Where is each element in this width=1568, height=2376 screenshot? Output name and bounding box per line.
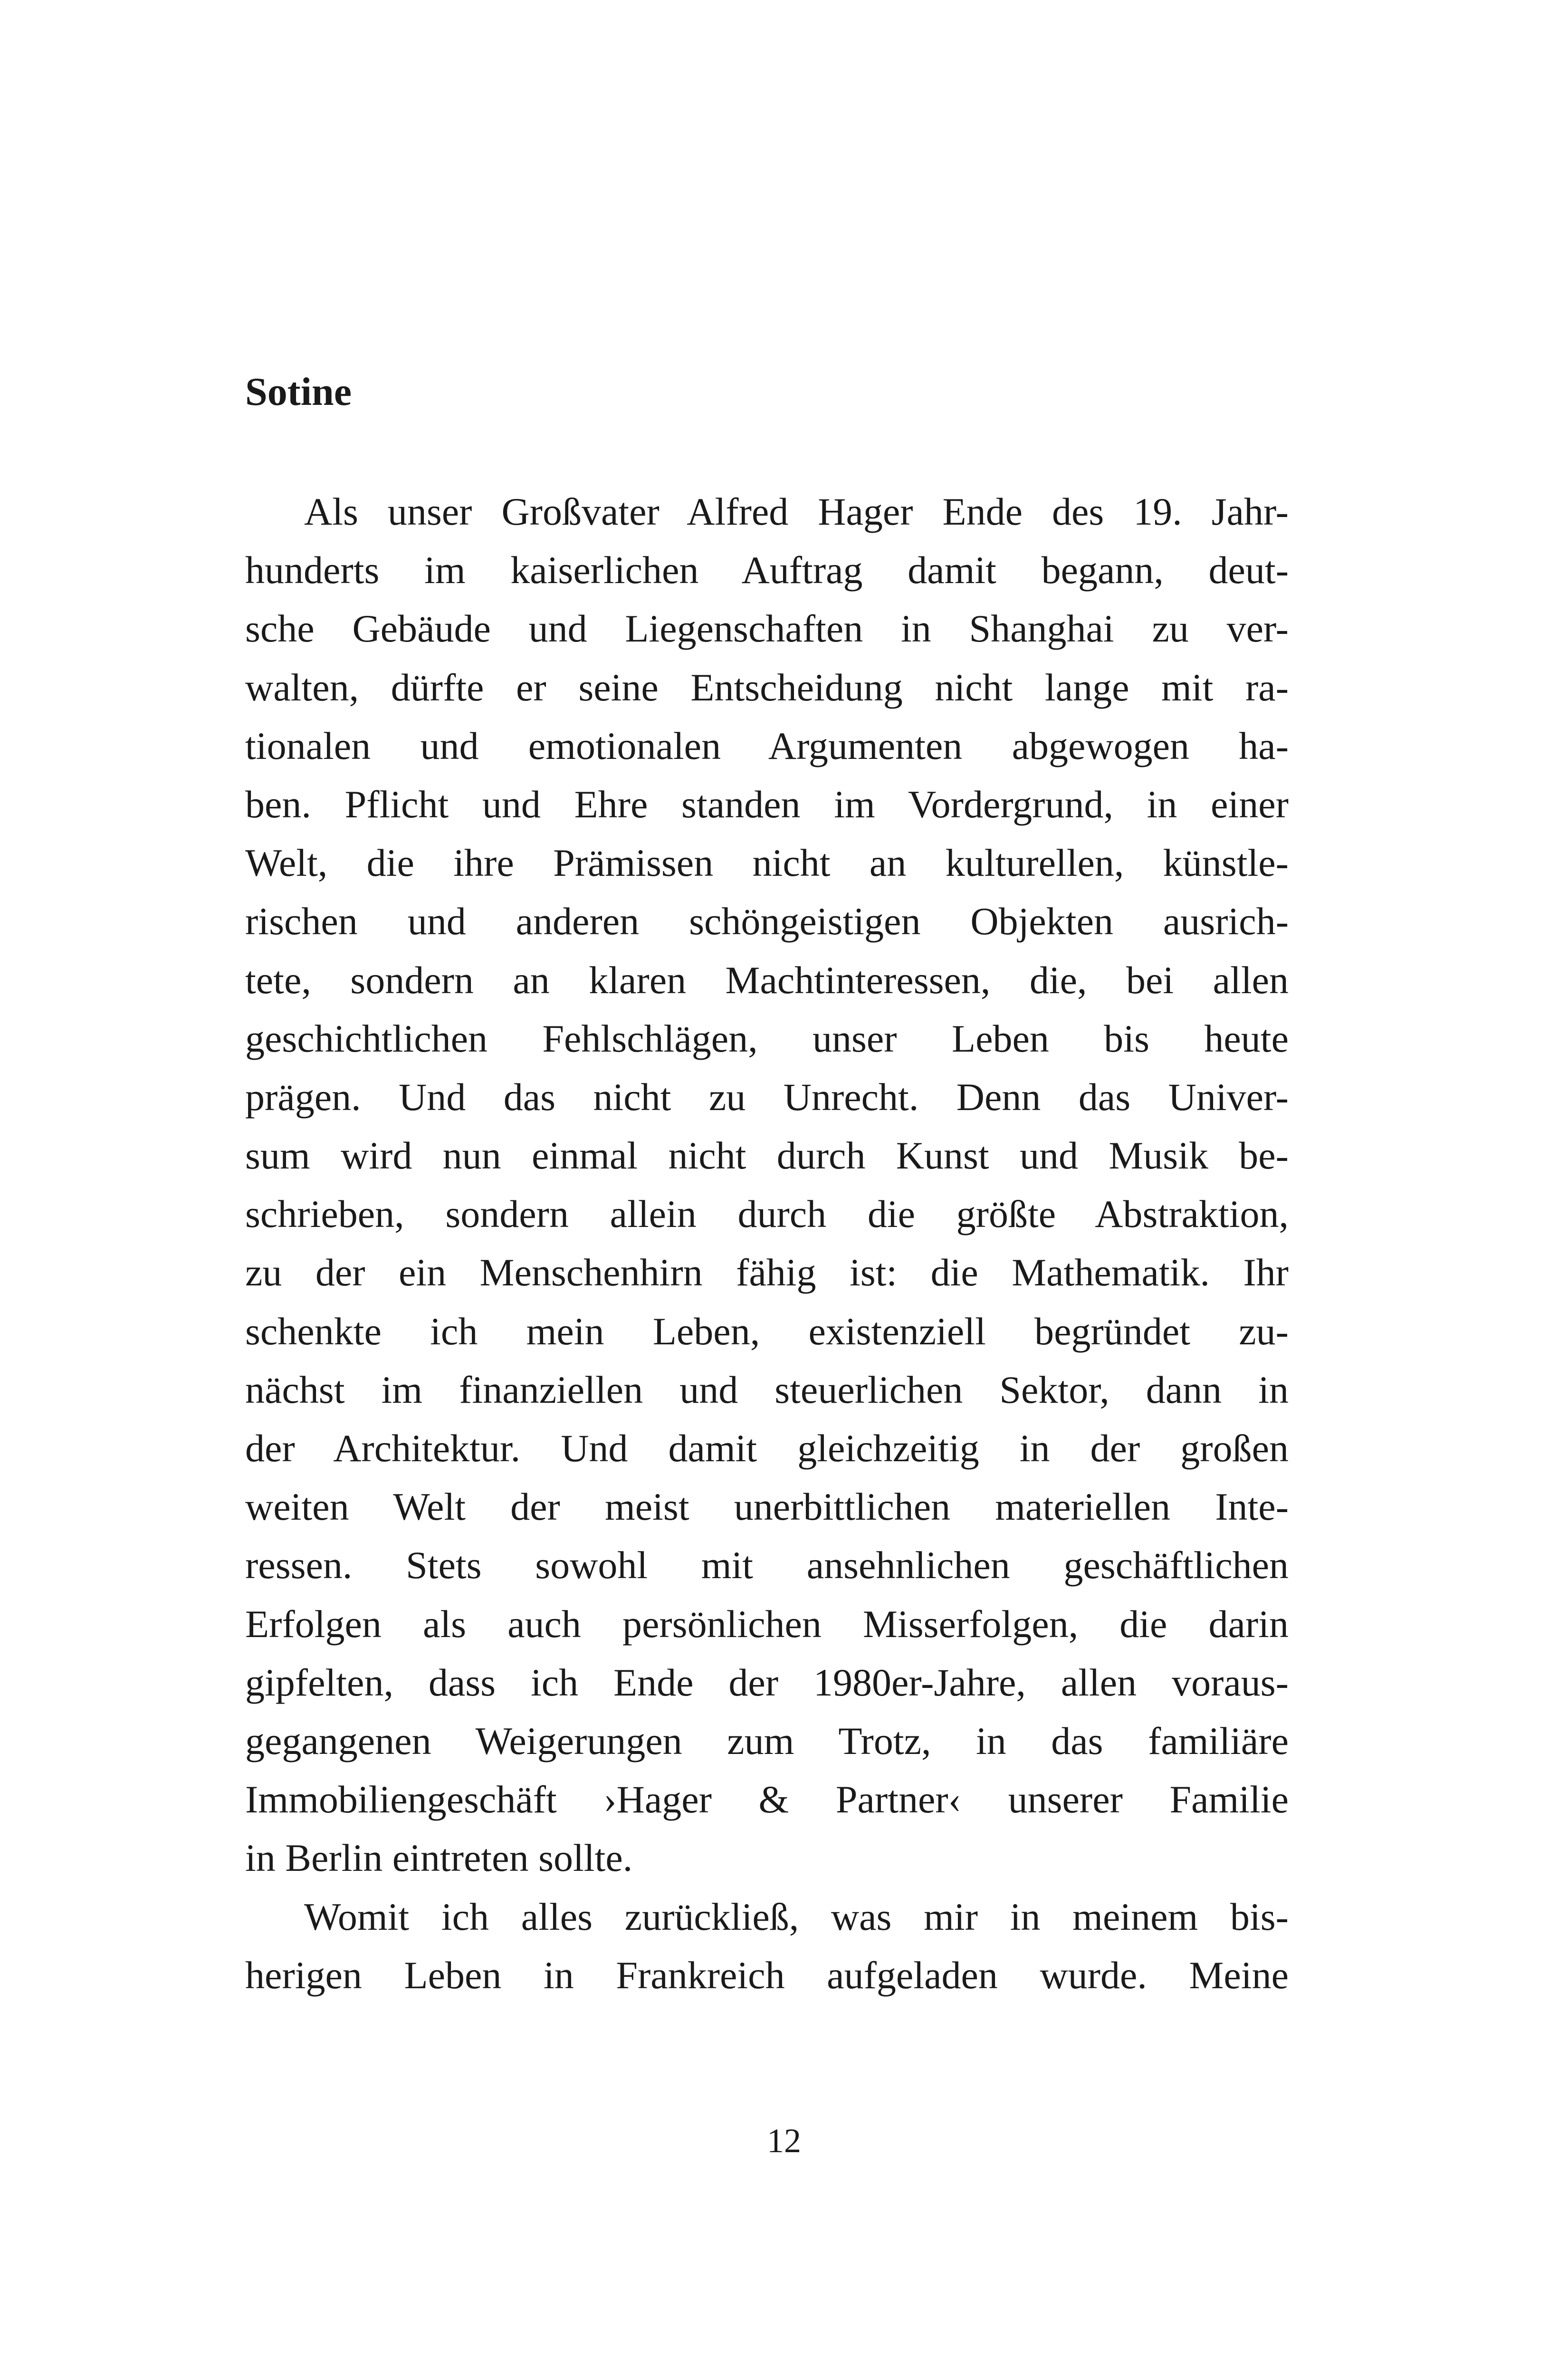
text-line: prägen. Und das nicht zu Unrecht. Denn das Univer- — [245, 1075, 1289, 1119]
text-line: schenkte ich mein Leben, existenziell begründet zu- — [245, 1309, 1289, 1353]
text-line: gipfelten, dass ich Ende der 1980er-Jahre, allen voraus- — [245, 1660, 1289, 1704]
text-line: nächst im finanziellen und steuerlichen Sektor, dann in — [245, 1368, 1289, 1411]
text-line: walten, dürfte er seine Entscheidung nicht lange mit ra- — [245, 665, 1289, 709]
text-line: ressen. Stets sowohl mit ansehnlichen geschäftlichen — [245, 1543, 1289, 1587]
chapter-heading: Sotine — [245, 370, 352, 414]
text-line: Als unser Großvater Alfred Hager Ende des 19. Jahr- — [304, 490, 1289, 533]
text-line: Immobiliengeschäft ›Hager & Partner‹ unserer Familie — [245, 1778, 1289, 1821]
text-line: ben. Pflicht und Ehre standen im Vordergrund, in einer — [245, 782, 1289, 826]
text-line: hunderts im kaiserlichen Auftrag damit begann, deut- — [245, 548, 1289, 592]
text-line: Erfolgen als auch persönlichen Misserfolgen, die darin — [245, 1602, 1289, 1646]
text-line: tionalen und emotionalen Argumenten abgewogen ha- — [245, 724, 1289, 767]
text-line: in Berlin eintreten sollte. — [245, 1836, 633, 1880]
text-line: weiten Welt der meist unerbittlichen materiellen Inte- — [245, 1485, 1289, 1529]
body-text — [245, 482, 1289, 2004]
text-line: Welt, die ihre Prämissen nicht an kulturellen, künstle- — [245, 841, 1289, 885]
text-line: sum wird nun einmal nicht durch Kunst und Musik be- — [245, 1134, 1289, 1178]
text-line: gegangenen Weigerungen zum Trotz, in das familiäre — [245, 1719, 1289, 1763]
text-line: sche Gebäude und Liegenschaften in Shanghai zu ver- — [245, 607, 1289, 651]
text-line: tete, sondern an klaren Machtinteressen, die, bei allen — [245, 958, 1289, 1002]
text-line: herigen Leben in Frankreich aufgeladen wurde. Meine — [245, 1953, 1289, 1997]
text-line: geschichtlichen Fehlschlägen, unser Leben bis heute — [245, 1016, 1289, 1060]
text-line: zu der ein Menschenhirn fähig ist: die Mathematik. Ihr — [245, 1251, 1289, 1294]
page-number: 12 — [767, 2122, 801, 2160]
text-line: der Architektur. Und damit gleichzeitig in der großen — [245, 1427, 1289, 1470]
text-line: schrieben, sondern allein durch die größte Abstraktion, — [245, 1192, 1289, 1236]
text-line: Womit ich alles zurückließ, was mir in meinem bis- — [304, 1895, 1289, 1938]
text-line: rischen und anderen schöngeistigen Objekten ausrich- — [245, 900, 1289, 943]
